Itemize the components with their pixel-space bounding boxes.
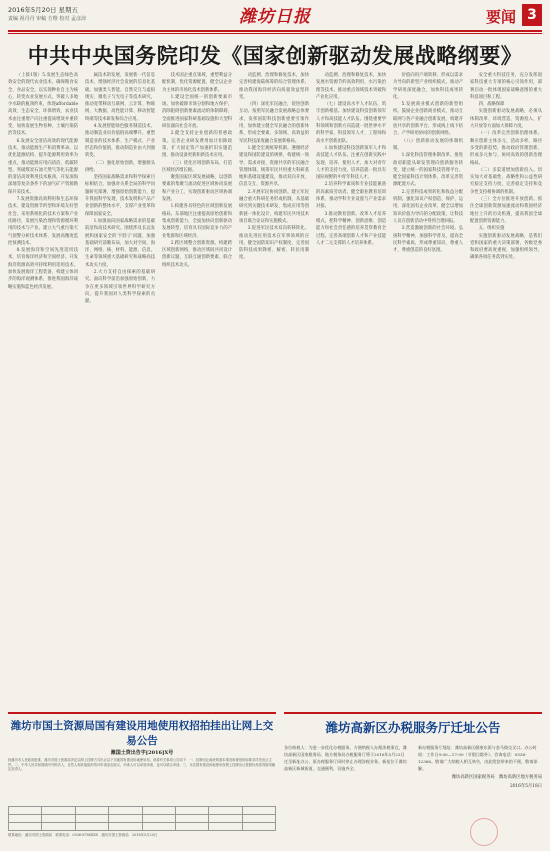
- page-number: 3: [522, 4, 542, 26]
- relocation-notice-signature: 潍坊高新区国家税务局 潍坊高新区地方税务局: [451, 775, 542, 780]
- article-paragraph: 8.发展海洋和空间先进适用技术，培育海洋经济和空间经济。开发海洋资源高效可持续利用适用技术，加快发展海洋工程装备，构建立体同步的海洋观测体系，推进我国海洋战略实施和蓝色经济发展。: [8, 248, 78, 290]
- article-paragraph: 五、组织实施: [478, 226, 505, 232]
- article-paragraph: 动监测、治理和修复技术，加快完善构建海陆统筹的综合管理体系，推动我国海洋经济向质量效益型转变。: [239, 73, 309, 100]
- headline: 中共中央国务院印发《国家创新驱动发展战略纲要》: [27, 43, 523, 68]
- newspaper-logo: 潍坊日报: [239, 7, 311, 27]
- article-paragraph: 安全重大科技任务，充分发挥国家科技重大专项的核心引领作用，部署启动一批体现国家战略意图的重大科技项目和工程。: [470, 73, 542, 100]
- article-column-6: [393, 72, 463, 702]
- article-paragraph: 3.推动教育创新。改革人才培养模式，把科学精神、创新思维、创造能力和社会责任感的培养贯穿教育全过程。完善高端创新人才和产业技能人才二元支撑的人才培养体系。: [316, 211, 386, 246]
- article-paragraph: 属技术的发展，发展新一代信息技术，增强经济社会发展的信息化基础。加强类人智能、自然交互与虚拟现实、微电子与光电子等技术研究，推动宽带移动互联网、云计算、物联网、大数据、高性能计算、移动智能终端等技术研发和综合应用。: [85, 73, 155, 122]
- relocation-notice-details: 新办税服务厅地址：潍坊高新区健康东街与金马路交叉口。办公时间：工作日9:00—17:00（节假日除外）。咨询电话：0536-12366。敬请广大纳税人相互转告，由此给您带来的不便，敬请谅解。: [418, 745, 538, 771]
- article-paragraph: 3.促进军民技术双向转移转化。推动先进民用技术在军事领域的应用，健全国防知识产权制度，完善国防科技成果降密、解密、转民用制度。: [239, 226, 309, 261]
- article-paragraph: 1.加强面向国家战略需求的基础前沿和高技术研究。围绕涉及长远发展和国家安全的'卡脖子'问题，加强基础研究前瞻布局，加大对空间、海洋、网络、核、材料、能源、信息、生命等领域重大基础研究和战略高技术攻关力度。: [85, 218, 155, 268]
- article-paragraph: （二）强化原始创新，增强源头供给。: [85, 160, 155, 173]
- article-paragraph: 价值向用户端转移，形成以需求为导向的新型产业组织模式，推动产学研用深度融合，加快科技成果转化。: [393, 73, 463, 100]
- article-paragraph: 实施创新驱动发展战略，必须从体制改革、环境营造、资源投入、扩大开放等方面加大保障力度。: [470, 109, 542, 130]
- issue-date: 2016年5月20日 星期五: [8, 6, 79, 14]
- article-body: [8, 72, 542, 702]
- article-paragraph: 1.加快建设科技创新领军人才和高技能人才队伍。注重在创新实践中发现、培养、使用人才，加大对青年人才的支持力度，培养造就一批具有国际视野的中青年科技人才。: [316, 145, 386, 181]
- article-paragraph: （七）建设高水平人才队伍，筑牢创新根基。加快建设科技创新领军人才和高技能人才队伍。围绕重要学科领域和创新方向造就一批世界水平的科学家、科技领军人才、工程师和高水平创新团队。: [316, 102, 386, 144]
- article-paragraph: 5.发展商业模式创新的新型组织。鼓励企业创新商业模式，推动互联网与各产业融合创新发展，构建开放共享的创新平台，形成线上线下结合、产学研用协同的创新网络。: [393, 102, 463, 137]
- article-paragraph: （四）深化军民融合，促进创新互动。按照军民融合发展战略总体要求，发挥国防科技创新重要引领作用，加快建立健全军民融合的创新体系，形成全要素、多领域、高效益的军民科技深度融合发展新格局。: [239, 102, 309, 144]
- article-paragraph: 1.建设全国统一的创新要素市场。加快破除市场分割和地方保护，消除阻碍创新要素流动的体制障碍，全面推进国家科研基础设施和大型科研仪器向社会开放。: [162, 94, 232, 130]
- section-title: 要闻: [485, 8, 516, 26]
- article-paragraph: 四、战略保障: [478, 102, 505, 108]
- article-paragraph: （一）改革完善创新治理体系。顺应创新主体多元、活动多样、路径多变的新趋势，推动政府管理创新，形成多元参与、协同高效的创新治理格局。: [470, 131, 542, 166]
- article-paragraph: 1.深化科技管理体制改革。推进政府职能从研发管理向创新服务转变，建立统一的国家科技管理平台，健全国家科技计划体系，改革完善资源配置方式。: [393, 153, 463, 188]
- land-notice-number: 潍国土资出告字[2016]X号: [110, 750, 174, 756]
- article-paragraph: （二）多渠道增加创新投入。切实加大对基础性、战略性和公益性研究稳定支持力度，完善稳定支持和竞争性支持相协调的机制。: [470, 167, 542, 195]
- article-column-5: [316, 72, 386, 702]
- relocation-notice-title: 潍坊高新区办税服务厅迁址公告: [325, 720, 501, 735]
- article-paragraph: 2.完善科技成果转化和收益分配机制。强化知识产权创造、保护、运用，深化国有企业改革，健全以增加知识价值为导向的分配政策，让科技人员在创新活动中得到合理回报。: [393, 189, 463, 224]
- article-column-1: [8, 72, 78, 702]
- masthead-rule-thin: [8, 33, 542, 34]
- article-paragraph: （三）优化区域创新布局，打造区域经济增长极。: [162, 160, 232, 173]
- article-paragraph: 4.发展智能绿色服务制造技术，推动制造业向价值链高端攀升。重塑制造业的技术体系、生产模式、产业形态和价值链，推动制造业由大到强转变。: [85, 124, 155, 159]
- article-paragraph: （上接1版）5.发展生态绿色高效安全的现代农业技术，确保粮食安全、食品安全。以实现种业自主为核心，转变农业发展方式，突破人多地少水缺的瓶颈约束，体现affordable高效、生态安全、环保增效，农业技术由注重增产向注重提质增效并重转变，加快发展生物育种、土壤污染防治等技术。: [8, 73, 78, 137]
- editor-credits: 责编 祝丹丹 审稿 方维 校对 孟彦沛: [8, 16, 86, 22]
- masthead-rule: [8, 30, 542, 32]
- land-notice-title: 潍坊市国土资源局国有建设用地使用权招拍挂出让网上交易公告: [10, 720, 274, 747]
- article-paragraph: 2.健全支持企业创新的普惠政策。完善企业研发费用加计扣除政策，扩大固定资产加速折旧实施范围，推动设备更新和新技术应用。: [162, 131, 232, 159]
- official-seal-stamp: [470, 818, 498, 846]
- land-parcel-table: [8, 806, 276, 831]
- article-paragraph: 动监测、治理和修复技术，加快发展水资源节约高效利用、水污染治理等技术，推动重点领域技术突破和产业化应用。: [316, 73, 386, 100]
- article-paragraph: （八）创新驱动发展的体制机制。: [393, 138, 463, 151]
- article-paragraph: 3.营造激励创新的社会环境。弘扬科学精神，加强科学普及，提高全民科学素质，形成尊重知识、尊重人才、尊重创造的良好氛围。: [393, 226, 463, 254]
- article-paragraph: 2.大力支持自由探索的基础研究。面向科学前沿加强原始创新，力争在更多领域引领世界科学研究方向，提升我国对人类科学探索的贡献。: [85, 270, 155, 305]
- article-column-3: [162, 72, 232, 702]
- article-paragraph: 2.培养科学素质和专业技能兼备的高素质劳动者。健全职业教育培训体系，推动学科专业设置与产业需求对接。: [316, 182, 386, 210]
- relocation-notice-date: 2016年5月18日: [509, 784, 542, 789]
- article-paragraph: 7.发展资源高效利用和生态环保技术，建设资源节约型和环境友好型社会。采用系统化的技术方案和产业化路径，发展污染治理和资源循环利用的技术与产业。建立大气重污染天气预警分析技术体系，发展高精度监控预测技术。: [8, 197, 78, 246]
- article-paragraph: 技术国企重点领域，重塑利益分配机制，优化资源配置，健全以企业为主体的市场化技术创新体系。: [162, 73, 232, 93]
- article-paragraph: 1.健全宏观统筹机制。遵循经济建设和国防建设的规律，构建统一领导、需求对接、资源共享的军民融合管理体制。统筹军民共用重大科研基地和基础设施建设，推动双向开放、信息交互、资源共享。: [239, 145, 309, 188]
- article-paragraph: 聚焦国家区域发展战略，以创新要素的集聚与流动促进区域协同发展和产业分工，实现创新驱动区域协调发展。: [162, 175, 232, 203]
- article-paragraph: 1.构建各具特色的区域创新发展格局。东部地区注重提高原始创新和集成创新能力，全面加快向创新驱动发展转型，培育具有国际竞争力的产业集群和区域经济。: [162, 204, 232, 239]
- land-notice-body: 经潍坊市人民政府批准，潍坊市国土资源局决定以网上挂牌方式出让以下宗地国有建设用地使用权。现将有关事项公告如下：一、挂牌出让地块的基本情况和规划指标要求详见出让文件。二、中华人民共和国境内外的法人、自然人和其他组织均可申请参加竞买，申请人可以单独申请，也可以联合申请。三、本次国有建设用地使用权网上挂牌出让按照价高者得原则确定竞得人。: [8, 758, 276, 772]
- land-auction-notice: [8, 712, 276, 844]
- article-column-4: [239, 72, 309, 702]
- article-paragraph: 6.发展安全清洁高效的现代能源技术，推动能源生产和消费革命。以优化能源结构、提升能源利用效率为重点，推动能源应用向清洁、低碳转型。突破煤炭石油天然气等化石能源的清洁高效利用技术瓶颈，开发深海深地等复杂条件下的油气矿产资源勘探开采技术。: [8, 138, 78, 195]
- article-paragraph: 坚持国家战略需求和科学探索目标相结合，加强对关系全局的科学问题研究部署，增强原始创新能力，提升我国科学发现、技术发明和产品产业创新的整体水平，支撑产业变革和保障国家安全。: [85, 175, 155, 217]
- article-paragraph: （三）全方位推进开放创新。抓住全球创新资源加速流动和我国经济地位上升的历史机遇，提高我国全球配置创新资源能力。: [470, 197, 542, 224]
- land-notice-footer: 联系地址：潍坊市国土资源局 联系电话：0536-8788XXX 潍坊市国土资源局 2016年5月20日: [8, 833, 158, 837]
- tax-office-relocation-notice: [284, 712, 542, 844]
- article-column-7: [470, 72, 542, 702]
- article-column-2: [85, 72, 155, 702]
- article-paragraph: 2.开展军民协同创新。建立军民融合重大科研任务形成机制，从基础研究到关键技术研发、集成应用等创新链一体化设计，构建军民共用技术项目联合论证和实施模式。: [239, 189, 309, 224]
- article-paragraph: 实施创新驱动发展战略，是我们党和国家的重大决策部署，各级党委和政府要高度重视，加强组织领导，确保各项任务落到实处。: [470, 233, 542, 261]
- article-paragraph: 2.跨区域整合创新资源。构建跨区域创新网络，推动区域间共同设计创新议题、互联互通创新要素、联合组织技术攻关。: [162, 240, 232, 268]
- relocation-notice-body: 各位纳税人：为进一步优化办税服务，方便纳税人办理涉税事宜，潍坊高新区国家税务局、地方税务局办税服务厅将于2016年5月23日迁至新址办公，原办税服务厅同时停止办理涉税业务。新址位于潍坊高新区新城街道，交通便利，设施齐全。: [284, 745, 407, 771]
